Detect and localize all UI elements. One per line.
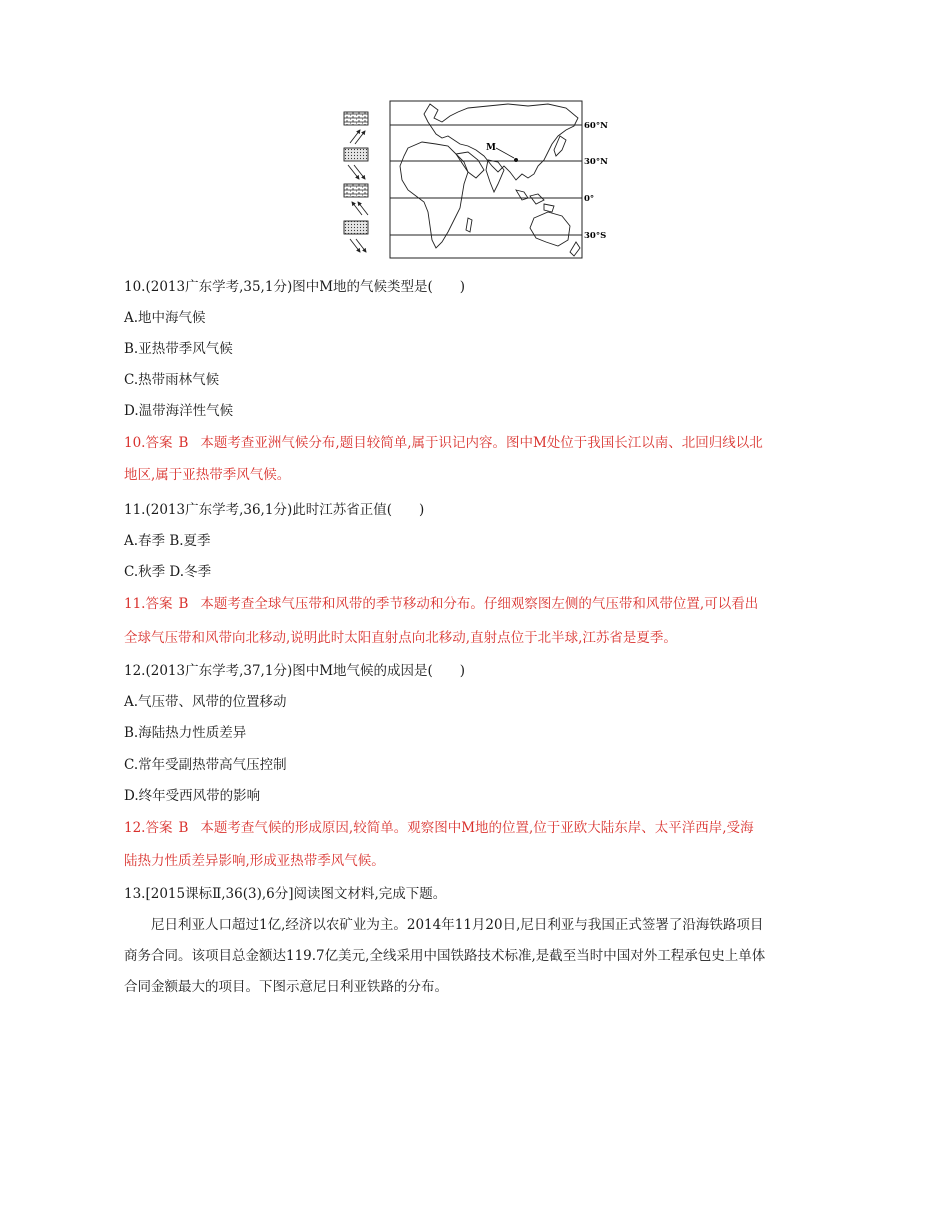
answer-tag: 答案 <box>145 435 173 451</box>
question-13-para-line1: 尼日利亚人口超过1亿,经济以农矿业为主。2014年11月20日,尼日利亚与我国正式签署了沿海铁路项目 <box>151 917 764 933</box>
pressure-belt-60n <box>344 112 368 125</box>
question-12-option-d: D.终年受西风带的影响 <box>124 788 261 804</box>
lat-label-60n: 60°N <box>584 121 608 131</box>
question-10-option-d: D.温带海洋性气候 <box>124 403 234 419</box>
question-11-answer <box>124 594 758 614</box>
question-11-stem: 11.(2013广东学考,36,1分)此时江苏省正值( ) <box>124 502 425 518</box>
question-12-option-a: A.气压带、风带的位置移动 <box>124 694 287 710</box>
question-13-para-line2: 商务合同。该项目总金额达119.7亿美元,全线采用中国铁路技术标准,是截至当时中国对外工程承包史上单体 <box>124 948 766 964</box>
answer-letter: B <box>178 820 189 836</box>
question-12-option-b: B.海陆热力性质差异 <box>124 725 247 741</box>
question-10-answer <box>124 433 763 453</box>
question-10-answer-cont: 地区,属于亚热带季风气候。 <box>124 467 291 483</box>
question-13-para-line3: 合同金额最大的项目。下图示意尼日利亚铁路的分布。 <box>124 979 448 995</box>
pressure-belt-30n <box>344 148 368 161</box>
question-11-options-ab: A.春季 B.夏季 <box>124 533 211 549</box>
question-10-stem: 10.(2013广东学考,35,1分)图中M地的气候类型是( ) <box>124 279 466 295</box>
pressure-belt-0 <box>344 184 368 197</box>
question-10-option-c: C.热带雨林气候 <box>124 372 220 388</box>
answer-letter: B <box>178 435 189 451</box>
answer-prefix: 10. <box>124 435 146 451</box>
answer-prefix: 11. <box>124 596 146 612</box>
answer-explanation: 本题考查气候的形成原因,较简单。观察图中M地的位置,位于亚欧大陆东岸、太平洋西岸,受海 <box>200 820 754 836</box>
answer-explanation: 本题考查亚洲气候分布,题目较简单,属于识记内容。图中M处位于我国长江以南、北回归线以北 <box>200 435 763 451</box>
question-12-answer-cont: 陆热力性质差异影响,形成亚热带季风气候。 <box>124 853 385 869</box>
continent-outlines <box>400 104 580 256</box>
lat-label-0: 0° <box>584 194 595 204</box>
question-10-option-b: B.亚热带季风气候 <box>124 341 233 357</box>
answer-tag: 答案 <box>145 596 173 612</box>
pressure-belt-30s <box>344 221 368 234</box>
m-location-dot <box>514 158 518 162</box>
world-map <box>338 100 610 262</box>
lat-label-30s: 30°S <box>584 231 607 241</box>
m-marker-label: M <box>486 143 496 153</box>
question-13-stem: 13.[2015课标Ⅱ,36(3),6分]阅读图文材料,完成下题。 <box>124 886 447 902</box>
latitude-lines <box>390 125 582 235</box>
question-12-stem: 12.(2013广东学考,37,1分)图中M地气候的成因是( ) <box>124 663 466 679</box>
answer-tag: 答案 <box>145 820 173 836</box>
answer-letter: B <box>178 596 189 612</box>
question-12-option-c: C.常年受副热带高气压控制 <box>124 757 287 773</box>
answer-prefix: 12. <box>124 820 146 836</box>
answer-explanation: 本题考查全球气压带和风带的季节移动和分布。仔细观察图左侧的气压带和风带位置,可以看出 <box>200 596 759 612</box>
question-10-option-a: A.地中海气候 <box>124 310 206 326</box>
climate-map-figure <box>338 100 610 262</box>
question-11-answer-cont: 全球气压带和风带向北移动,说明此时太阳直射点向北移动,直射点位于北半球,江苏省是夏季。 <box>124 630 677 646</box>
question-11-options-cd: C.秋季 D.冬季 <box>124 564 212 580</box>
question-12-answer <box>124 818 754 838</box>
lat-label-30n: 30°N <box>584 157 608 167</box>
